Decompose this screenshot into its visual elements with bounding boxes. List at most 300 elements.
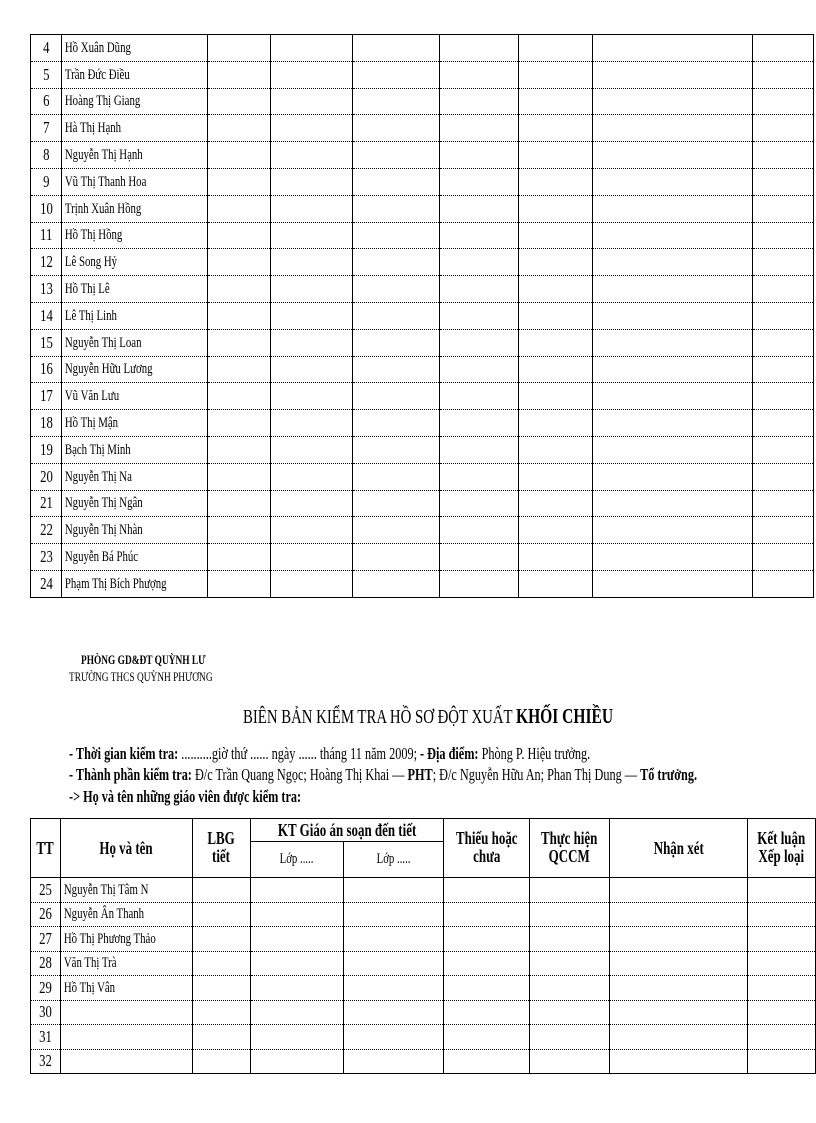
table-row <box>31 249 814 276</box>
empty-cell <box>208 570 271 597</box>
header-name: Họ và tên <box>60 819 193 878</box>
inspection-table <box>30 818 816 1074</box>
empty-cell <box>193 951 250 976</box>
members-value-1: Đ/c Trần Quang Ngọc; Hoàng Thị Khai — <box>191 765 408 784</box>
empty-cell <box>519 222 593 249</box>
empty-cell <box>753 302 814 329</box>
empty-cell <box>519 570 593 597</box>
empty-cell <box>519 35 593 62</box>
empty-cell <box>519 490 593 517</box>
row-number: 25 <box>31 878 61 903</box>
empty-cell <box>353 490 440 517</box>
row-number: 21 <box>31 490 62 517</box>
teacher-name: Hồ Thị Phương Thảo <box>60 927 193 952</box>
empty-cell <box>250 976 344 1001</box>
empty-cell <box>353 570 440 597</box>
empty-cell <box>519 436 593 463</box>
empty-cell <box>753 463 814 490</box>
empty-cell <box>208 115 271 142</box>
empty-cell <box>271 88 353 115</box>
empty-cell <box>593 142 753 169</box>
empty-cell <box>250 927 344 952</box>
empty-cell <box>593 329 753 356</box>
empty-cell <box>440 463 519 490</box>
teacher-name: Nguyễn Thị Hạnh <box>62 142 208 169</box>
empty-cell <box>519 383 593 410</box>
teacher-name: Hồ Xuân Dũng <box>62 35 208 62</box>
empty-cell <box>208 195 271 222</box>
empty-cell <box>353 115 440 142</box>
teacher-name <box>60 1049 193 1074</box>
table-row <box>31 1025 816 1050</box>
empty-cell <box>748 1049 816 1074</box>
teacher-name: Nguyễn Bá Phúc <box>62 544 208 571</box>
teacher-name: Nguyễn Thị Tâm N <box>60 878 193 903</box>
empty-cell <box>748 976 816 1001</box>
teacher-name: Trịnh Xuân Hồng <box>62 195 208 222</box>
school-name: TRƯỜNG THCS QUỲNH PHƯƠNG <box>69 669 213 684</box>
empty-cell <box>208 436 271 463</box>
teacher-name: Nguyễn Thị Loan <box>62 329 208 356</box>
empty-cell <box>530 1049 609 1074</box>
row-number: 24 <box>31 570 62 597</box>
empty-cell <box>753 570 814 597</box>
empty-cell <box>519 249 593 276</box>
empty-cell <box>440 356 519 383</box>
teacher-name: Nguyễn Thị Na <box>62 463 208 490</box>
table-row <box>31 35 814 62</box>
empty-cell <box>609 1000 748 1025</box>
empty-cell <box>208 276 271 303</box>
teacher-name: Hồ Thị Lê <box>62 276 208 303</box>
table-row <box>31 1000 816 1025</box>
empty-cell <box>208 410 271 437</box>
empty-cell <box>519 356 593 383</box>
empty-cell <box>443 1025 530 1050</box>
empty-cell <box>344 878 443 903</box>
table-row <box>31 222 814 249</box>
header-lbg: LBG tiết <box>193 819 250 878</box>
row-number: 27 <box>31 927 61 952</box>
empty-cell <box>593 115 753 142</box>
empty-cell <box>593 249 753 276</box>
empty-cell <box>609 1049 748 1074</box>
table-row <box>31 570 814 597</box>
empty-cell <box>353 356 440 383</box>
teacher-name: Trần Đức Điều <box>62 61 208 88</box>
empty-cell <box>271 276 353 303</box>
table-row <box>31 142 814 169</box>
empty-cell <box>344 927 443 952</box>
empty-cell <box>271 383 353 410</box>
row-number: 6 <box>31 88 62 115</box>
empty-cell <box>353 61 440 88</box>
teacher-name <box>60 1000 193 1025</box>
department-name: PHÒNG GD&ĐT QUỲNH LƯ <box>81 652 206 667</box>
empty-cell <box>271 142 353 169</box>
empty-cell <box>593 517 753 544</box>
empty-cell <box>440 61 519 88</box>
table-row <box>31 61 814 88</box>
header-kt-group: KT Giáo án soạn đến tiết <box>250 819 443 842</box>
teacher-name: Hồ Thị Mận <box>62 410 208 437</box>
empty-cell <box>271 302 353 329</box>
empty-cell <box>519 168 593 195</box>
empty-cell <box>440 302 519 329</box>
empty-cell <box>208 356 271 383</box>
empty-cell <box>440 570 519 597</box>
empty-cell <box>208 35 271 62</box>
teacher-name: Phạm Thị Bích Phượng <box>62 570 208 597</box>
table-row <box>31 927 816 952</box>
row-number: 28 <box>31 951 61 976</box>
header-tt: TT <box>31 819 61 878</box>
header-thuc: Thực hiện QCCM <box>530 819 609 878</box>
empty-cell <box>440 115 519 142</box>
teacher-name: Nguyễn Ân Thanh <box>60 902 193 927</box>
empty-cell <box>353 329 440 356</box>
empty-cell <box>440 410 519 437</box>
empty-cell <box>519 61 593 88</box>
header-nhanxet: Nhận xét <box>609 819 748 878</box>
row-number: 10 <box>31 195 62 222</box>
empty-cell <box>271 436 353 463</box>
empty-cell <box>443 1049 530 1074</box>
empty-cell <box>593 302 753 329</box>
empty-cell <box>519 517 593 544</box>
empty-cell <box>193 1000 250 1025</box>
title-bold: KHỐI CHIỀU <box>515 704 614 728</box>
empty-cell <box>440 436 519 463</box>
empty-cell <box>440 35 519 62</box>
empty-cell <box>753 195 814 222</box>
empty-cell <box>753 249 814 276</box>
empty-cell <box>519 302 593 329</box>
place-label: - Địa điểm: <box>420 744 479 763</box>
empty-cell <box>353 249 440 276</box>
empty-cell <box>250 1025 344 1050</box>
members-line <box>69 765 697 785</box>
empty-cell <box>519 410 593 437</box>
empty-cell <box>208 463 271 490</box>
empty-cell <box>344 976 443 1001</box>
row-number: 18 <box>31 410 62 437</box>
empty-cell <box>443 976 530 1001</box>
empty-cell <box>271 195 353 222</box>
empty-cell <box>271 463 353 490</box>
time-place-line <box>69 744 590 764</box>
empty-cell <box>208 168 271 195</box>
empty-cell <box>519 115 593 142</box>
table-row <box>31 976 816 1001</box>
teacher-name <box>60 1025 193 1050</box>
empty-cell <box>344 1025 443 1050</box>
empty-cell <box>353 544 440 571</box>
empty-cell <box>193 927 250 952</box>
empty-cell <box>609 927 748 952</box>
teacher-table-continued <box>30 34 814 598</box>
empty-cell <box>593 168 753 195</box>
empty-cell <box>748 1025 816 1050</box>
empty-cell <box>530 878 609 903</box>
empty-cell <box>208 517 271 544</box>
empty-cell <box>353 88 440 115</box>
empty-cell <box>519 195 593 222</box>
empty-cell <box>753 329 814 356</box>
empty-cell <box>208 329 271 356</box>
empty-cell <box>593 222 753 249</box>
empty-cell <box>344 902 443 927</box>
empty-cell <box>593 383 753 410</box>
teacher-name: Vũ Thị Thanh Hoa <box>62 168 208 195</box>
table-row <box>31 878 816 903</box>
empty-cell <box>353 463 440 490</box>
empty-cell <box>208 490 271 517</box>
teacher-name: Nguyễn Hữu Lương <box>62 356 208 383</box>
teacher-name: Nguyễn Thị Nhàn <box>62 517 208 544</box>
time-label: - Thời gian kiểm tra: <box>69 744 179 763</box>
empty-cell <box>271 61 353 88</box>
empty-cell <box>440 249 519 276</box>
row-number: 5 <box>31 61 62 88</box>
empty-cell <box>753 410 814 437</box>
row-number: 31 <box>31 1025 61 1050</box>
empty-cell <box>271 115 353 142</box>
empty-cell <box>271 329 353 356</box>
teacher-name: Hồ Thị Hồng <box>62 222 208 249</box>
empty-cell <box>593 276 753 303</box>
empty-cell <box>753 383 814 410</box>
empty-cell <box>353 195 440 222</box>
table-row <box>31 463 814 490</box>
empty-cell <box>593 35 753 62</box>
empty-cell <box>530 1025 609 1050</box>
empty-cell <box>530 976 609 1001</box>
empty-cell <box>443 927 530 952</box>
teacher-name: Vũ Văn Lưu <box>62 383 208 410</box>
row-number: 26 <box>31 902 61 927</box>
teacher-name: Nguyễn Thị Ngân <box>62 490 208 517</box>
row-number: 30 <box>31 1000 61 1025</box>
empty-cell <box>344 1049 443 1074</box>
row-number: 11 <box>31 222 62 249</box>
empty-cell <box>193 902 250 927</box>
empty-cell <box>353 302 440 329</box>
empty-cell <box>753 436 814 463</box>
empty-cell <box>440 276 519 303</box>
empty-cell <box>753 35 814 62</box>
members-label: - Thành phần kiểm tra: <box>69 765 192 784</box>
empty-cell <box>353 410 440 437</box>
empty-cell <box>193 976 250 1001</box>
empty-cell <box>250 902 344 927</box>
row-number: 8 <box>31 142 62 169</box>
empty-cell <box>353 276 440 303</box>
empty-cell <box>250 1049 344 1074</box>
empty-cell <box>593 88 753 115</box>
place-value: Phòng P. Hiệu trưởng. <box>478 744 591 763</box>
header-lop-1: Lớp ..... <box>250 842 344 878</box>
teacher-name: Văn Thị Trà <box>60 951 193 976</box>
empty-cell <box>609 1025 748 1050</box>
header-ketluan: Kết luận Xếp loại <box>748 819 816 878</box>
empty-cell <box>440 222 519 249</box>
row-number: 32 <box>31 1049 61 1074</box>
empty-cell <box>208 544 271 571</box>
empty-cell <box>748 902 816 927</box>
empty-cell <box>753 356 814 383</box>
table-row <box>31 383 814 410</box>
empty-cell <box>193 878 250 903</box>
empty-cell <box>271 168 353 195</box>
table-row <box>31 329 814 356</box>
empty-cell <box>208 142 271 169</box>
empty-cell <box>748 1000 816 1025</box>
table-row <box>31 168 814 195</box>
empty-cell <box>271 544 353 571</box>
teacher-name: Hồ Thị Vân <box>60 976 193 1001</box>
empty-cell <box>593 544 753 571</box>
empty-cell <box>748 878 816 903</box>
empty-cell <box>753 222 814 249</box>
empty-cell <box>609 902 748 927</box>
empty-cell <box>440 168 519 195</box>
table-row <box>31 490 814 517</box>
empty-cell <box>593 410 753 437</box>
empty-cell <box>271 570 353 597</box>
table-row <box>31 302 814 329</box>
row-number: 4 <box>31 35 62 62</box>
table-row <box>31 1049 816 1074</box>
empty-cell <box>593 490 753 517</box>
empty-cell <box>593 463 753 490</box>
empty-cell <box>753 517 814 544</box>
empty-cell <box>353 222 440 249</box>
empty-cell <box>208 222 271 249</box>
empty-cell <box>250 951 344 976</box>
empty-cell <box>593 195 753 222</box>
empty-cell <box>593 436 753 463</box>
header-thieu: Thiếu hoặc chưa <box>443 819 530 878</box>
members-tt: Tổ trưởng. <box>640 765 698 784</box>
empty-cell <box>440 544 519 571</box>
table-row <box>31 195 814 222</box>
empty-cell <box>443 902 530 927</box>
empty-cell <box>609 976 748 1001</box>
empty-cell <box>353 517 440 544</box>
teachers-line <box>69 787 301 807</box>
empty-cell <box>530 1000 609 1025</box>
row-number: 22 <box>31 517 62 544</box>
table-row <box>31 902 816 927</box>
empty-cell <box>208 383 271 410</box>
teacher-name: Hà Thị Hạnh <box>62 115 208 142</box>
empty-cell <box>440 329 519 356</box>
empty-cell <box>271 35 353 62</box>
empty-cell <box>519 142 593 169</box>
teachers-label: -> Họ và tên những giáo viên được kiểm tra: <box>69 787 302 806</box>
table-row <box>31 276 814 303</box>
empty-cell <box>271 410 353 437</box>
table-row <box>31 88 814 115</box>
empty-cell <box>593 570 753 597</box>
empty-cell <box>250 878 344 903</box>
empty-cell <box>593 61 753 88</box>
empty-cell <box>344 1000 443 1025</box>
empty-cell <box>519 329 593 356</box>
time-value: ..........giờ thứ ...... ngày ...... tháng 11 năm 2009; <box>178 744 421 763</box>
table-row <box>31 115 814 142</box>
table-row <box>31 517 814 544</box>
empty-cell <box>353 142 440 169</box>
empty-cell <box>748 927 816 952</box>
empty-cell <box>353 383 440 410</box>
empty-cell <box>271 249 353 276</box>
empty-cell <box>440 142 519 169</box>
table-row <box>31 436 814 463</box>
empty-cell <box>753 88 814 115</box>
row-number: 14 <box>31 302 62 329</box>
table-row <box>31 410 814 437</box>
empty-cell <box>353 168 440 195</box>
empty-cell <box>530 902 609 927</box>
row-number: 20 <box>31 463 62 490</box>
empty-cell <box>271 356 353 383</box>
teacher-name: Hoàng Thị Giang <box>62 88 208 115</box>
row-number: 15 <box>31 329 62 356</box>
row-number: 16 <box>31 356 62 383</box>
empty-cell <box>530 951 609 976</box>
empty-cell <box>519 463 593 490</box>
empty-cell <box>440 195 519 222</box>
empty-cell <box>440 490 519 517</box>
row-number: 12 <box>31 249 62 276</box>
table-row <box>31 951 816 976</box>
row-number: 7 <box>31 115 62 142</box>
empty-cell <box>753 61 814 88</box>
table-row <box>31 544 814 571</box>
teacher-name: Lê Song Hỷ <box>62 249 208 276</box>
teacher-name: Bạch Thị Minh <box>62 436 208 463</box>
row-number: 17 <box>31 383 62 410</box>
empty-cell <box>344 951 443 976</box>
empty-cell <box>440 383 519 410</box>
empty-cell <box>753 142 814 169</box>
empty-cell <box>250 1000 344 1025</box>
empty-cell <box>530 927 609 952</box>
empty-cell <box>593 356 753 383</box>
empty-cell <box>753 544 814 571</box>
empty-cell <box>271 490 353 517</box>
teacher-name: Lê Thị Linh <box>62 302 208 329</box>
empty-cell <box>753 168 814 195</box>
row-number: 23 <box>31 544 62 571</box>
empty-cell <box>753 276 814 303</box>
empty-cell <box>440 88 519 115</box>
empty-cell <box>519 88 593 115</box>
empty-cell <box>208 249 271 276</box>
empty-cell <box>753 490 814 517</box>
header-lop-2: Lớp ..... <box>344 842 443 878</box>
empty-cell <box>208 302 271 329</box>
empty-cell <box>443 951 530 976</box>
empty-cell <box>440 517 519 544</box>
empty-cell <box>609 878 748 903</box>
empty-cell <box>519 276 593 303</box>
empty-cell <box>753 115 814 142</box>
empty-cell <box>443 1000 530 1025</box>
row-number: 29 <box>31 976 61 1001</box>
